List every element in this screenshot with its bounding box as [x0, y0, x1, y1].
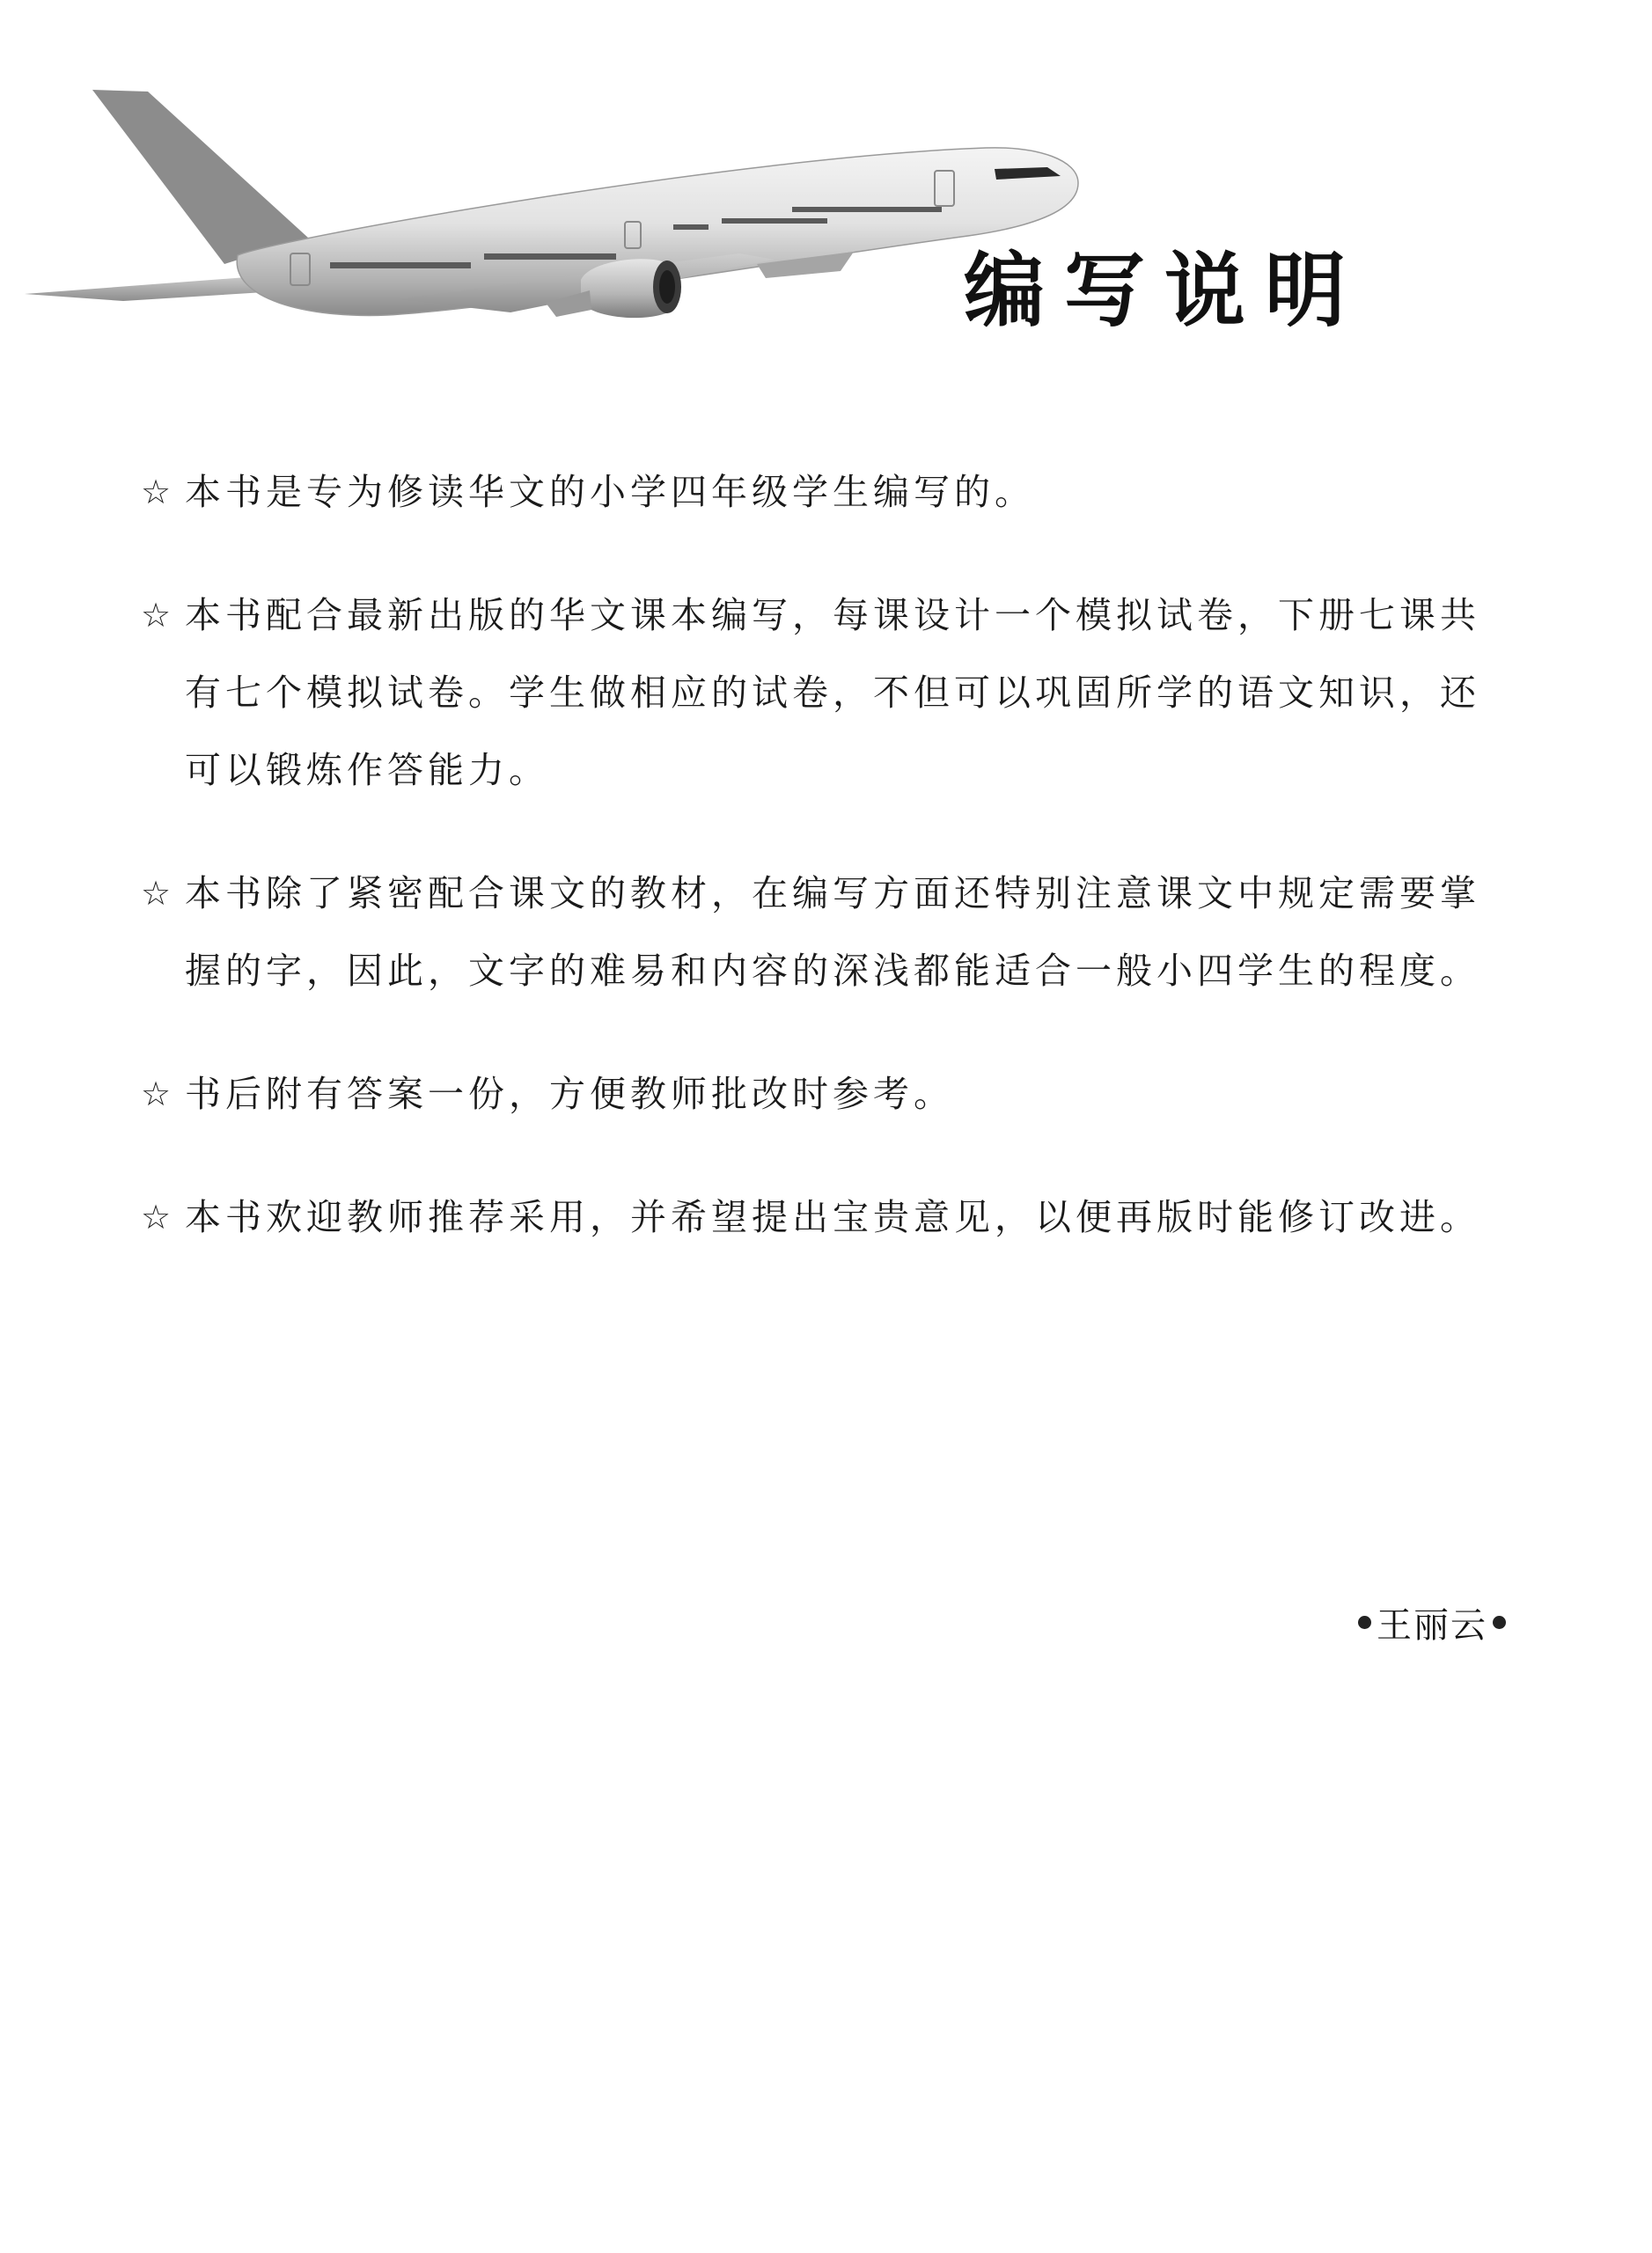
tail-fin — [92, 90, 308, 264]
list-item — [141, 453, 1514, 531]
list-item — [141, 576, 1514, 809]
airplane-illustration — [18, 79, 1091, 361]
notes-list — [141, 453, 1514, 1302]
bullet-dot-icon — [1358, 1616, 1371, 1629]
note-text: 本书除了紧密配合课文的教材，在编写方面还特别注意课文中规定需要掌握的字，因此，文字的难易和内容的深浅都能适合一般小四学生的程度。 — [185, 872, 1480, 992]
note-text: 本书配合最新出版的华文课本编写，每课设计一个模拟试卷，下册七课共有七个模拟试卷。学生做相应的试卷，不但可以巩固所学的语文知识，还可以锻炼作答能力。 — [185, 594, 1480, 791]
star-outline-icon: ☆ — [141, 1198, 176, 1237]
note-text: 本书欢迎教师推荐采用，并希望提出宝贵意见，以便再版时能修订改进。 — [185, 1196, 1480, 1238]
bullet-dot-icon — [1493, 1616, 1506, 1629]
note-text: 本书是专为修读华文的小学四年级学生编写的。 — [185, 471, 1035, 513]
star-outline-icon: ☆ — [141, 1075, 176, 1113]
star-outline-icon: ☆ — [141, 596, 176, 635]
star-outline-icon: ☆ — [141, 473, 176, 511]
list-item — [141, 1055, 1514, 1133]
page-title: 编写说明 — [964, 244, 1366, 338]
list-item — [141, 1178, 1514, 1256]
author-signature — [1353, 1597, 1511, 1648]
note-text: 书后附有答案一份，方便教师批改时参考。 — [185, 1073, 954, 1115]
author-name: 王丽云 — [1377, 1605, 1487, 1646]
list-item — [141, 855, 1514, 1009]
star-outline-icon: ☆ — [141, 874, 176, 913]
